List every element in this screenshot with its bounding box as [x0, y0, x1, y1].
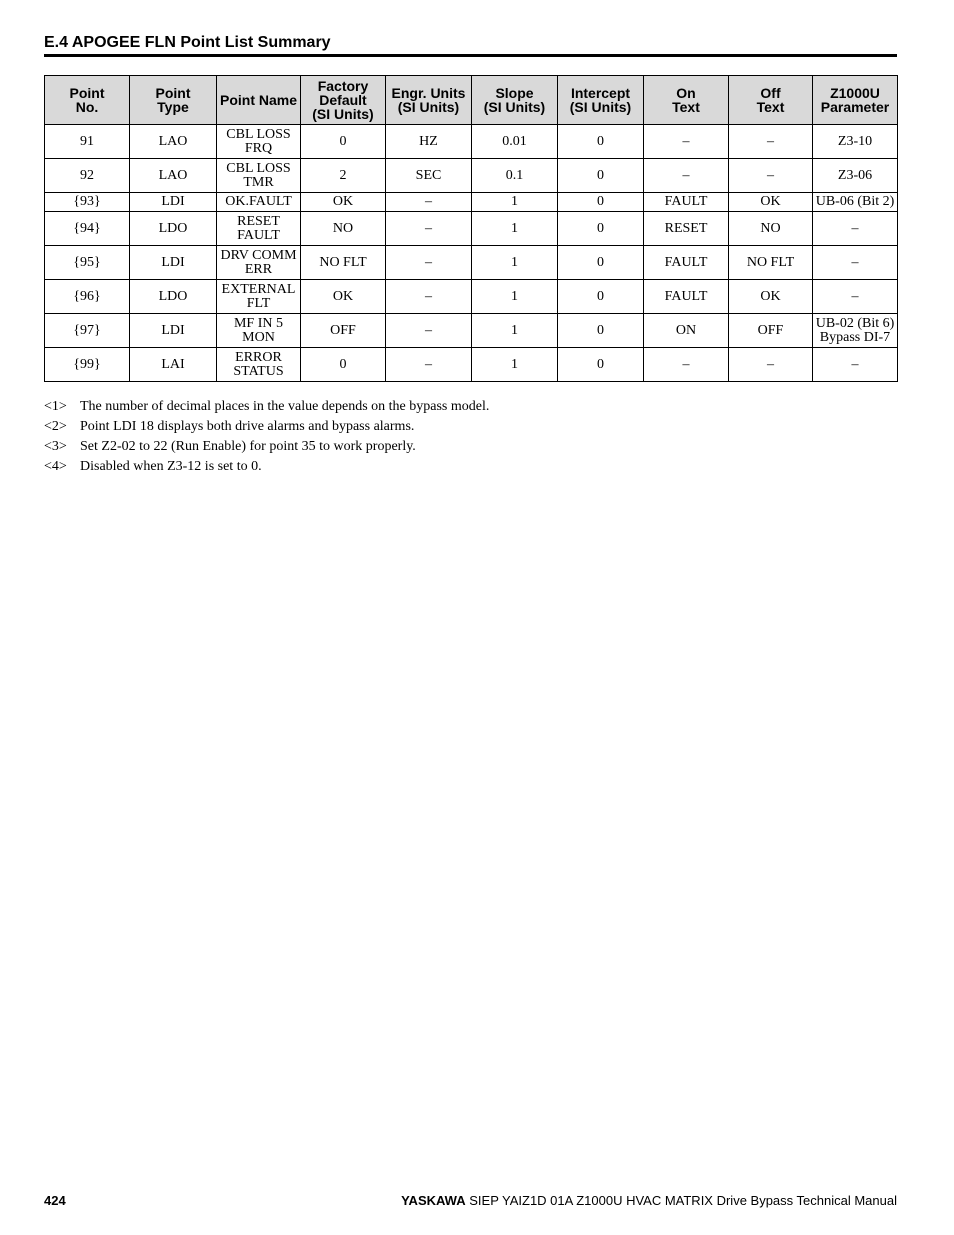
cell-parameter: UB-02 (Bit 6) Bypass DI-7: [813, 314, 898, 348]
cell-point-no: 92: [45, 159, 130, 193]
header-factory-default: Factory Default (SI Units): [301, 76, 386, 125]
footnote-mark: <2>: [44, 419, 67, 434]
cell-point-no: 91: [45, 125, 130, 159]
cell-off-text: OFF: [729, 314, 813, 348]
cell-slope: 1: [472, 348, 558, 382]
cell-on-text: –: [644, 159, 729, 193]
cell-on-text: –: [644, 348, 729, 382]
table-row: [45, 212, 898, 246]
cell-slope: 1: [472, 280, 558, 314]
footnote-text: The number of decimal places in the value depends on the bypass model.: [80, 399, 490, 414]
footnote-mark: <1>: [44, 399, 67, 414]
cell-point-name: DRV COMM ERR: [217, 246, 301, 280]
header-point-type: Point Type: [130, 76, 217, 125]
cell-point-type: LDI: [130, 193, 217, 212]
cell-factory-default: 0: [301, 125, 386, 159]
cell-point-type: LDO: [130, 212, 217, 246]
cell-intercept: 0: [558, 246, 644, 280]
header-point-name: Point Name: [217, 76, 301, 125]
cell-on-text: FAULT: [644, 280, 729, 314]
cell-factory-default: OFF: [301, 314, 386, 348]
cell-off-text: –: [729, 159, 813, 193]
cell-parameter: –: [813, 246, 898, 280]
footnote-item: [44, 437, 897, 457]
footnote-mark: <3>: [44, 439, 67, 454]
table-row: [45, 348, 898, 382]
cell-parameter: –: [813, 280, 898, 314]
cell-intercept: 0: [558, 314, 644, 348]
cell-engr-units: –: [386, 212, 472, 246]
cell-parameter: Z3-06: [813, 159, 898, 193]
table-row: [45, 159, 898, 193]
table-row: [45, 246, 898, 280]
cell-slope: 0.1: [472, 159, 558, 193]
cell-engr-units: –: [386, 280, 472, 314]
cell-engr-units: –: [386, 314, 472, 348]
footer-manual-name: SIEP YAIZ1D 01A Z1000U HVAC MATRIX Drive Bypass Technical Manual: [469, 1193, 897, 1208]
cell-point-type: LDI: [130, 314, 217, 348]
cell-intercept: 0: [558, 125, 644, 159]
footnotes: [44, 397, 897, 477]
table-header-row: [45, 76, 898, 125]
header-slope: Slope (SI Units): [472, 76, 558, 125]
cell-intercept: 0: [558, 212, 644, 246]
footnote-item: [44, 397, 897, 417]
cell-point-no: {96}: [45, 280, 130, 314]
cell-intercept: 0: [558, 193, 644, 212]
page-number: 424: [44, 1193, 66, 1208]
cell-on-text: ON: [644, 314, 729, 348]
point-list-table: [44, 75, 898, 382]
header-point-no: Point No.: [45, 76, 130, 125]
header-z1000u-parameter: Z1000U Parameter: [813, 76, 898, 125]
cell-point-type: LDO: [130, 280, 217, 314]
cell-on-text: FAULT: [644, 246, 729, 280]
cell-off-text: –: [729, 125, 813, 159]
footnote-item: [44, 417, 897, 437]
header-intercept: Intercept (SI Units): [558, 76, 644, 125]
cell-engr-units: –: [386, 348, 472, 382]
cell-factory-default: OK: [301, 193, 386, 212]
cell-point-name: CBL LOSS FRQ: [217, 125, 301, 159]
cell-point-no: {94}: [45, 212, 130, 246]
cell-slope: 0.01: [472, 125, 558, 159]
section-title: E.4 APOGEE FLN Point List Summary: [44, 33, 897, 57]
cell-point-type: LAO: [130, 125, 217, 159]
cell-point-name: MF IN 5 MON: [217, 314, 301, 348]
cell-point-name: CBL LOSS TMR: [217, 159, 301, 193]
cell-point-name: ERROR STATUS: [217, 348, 301, 382]
cell-intercept: 0: [558, 280, 644, 314]
cell-intercept: 0: [558, 348, 644, 382]
cell-off-text: OK: [729, 193, 813, 212]
cell-factory-default: 2: [301, 159, 386, 193]
footer-brand: YASKAWA: [401, 1193, 466, 1208]
header-on-text: On Text: [644, 76, 729, 125]
cell-point-no: {93}: [45, 193, 130, 212]
cell-parameter: –: [813, 348, 898, 382]
cell-engr-units: –: [386, 246, 472, 280]
cell-point-name: RESET FAULT: [217, 212, 301, 246]
cell-slope: 1: [472, 193, 558, 212]
cell-factory-default: 0: [301, 348, 386, 382]
cell-factory-default: NO: [301, 212, 386, 246]
cell-point-type: LAO: [130, 159, 217, 193]
table-row: [45, 280, 898, 314]
cell-factory-default: NO FLT: [301, 246, 386, 280]
cell-engr-units: –: [386, 193, 472, 212]
cell-point-no: {97}: [45, 314, 130, 348]
footnote-text: Point LDI 18 displays both drive alarms and bypass alarms.: [80, 419, 415, 434]
header-engr-units: Engr. Units (SI Units): [386, 76, 472, 125]
cell-slope: 1: [472, 314, 558, 348]
cell-slope: 1: [472, 246, 558, 280]
document-page: [44, 0, 897, 1235]
cell-slope: 1: [472, 212, 558, 246]
cell-off-text: –: [729, 348, 813, 382]
cell-on-text: –: [644, 125, 729, 159]
cell-point-no: {99}: [45, 348, 130, 382]
table-row: [45, 314, 898, 348]
cell-factory-default: OK: [301, 280, 386, 314]
cell-point-type: LAI: [130, 348, 217, 382]
cell-parameter: Z3-10: [813, 125, 898, 159]
footnote-text: Set Z2-02 to 22 (Run Enable) for point 35 to work properly.: [80, 439, 416, 454]
footer-manual-title: [401, 1193, 897, 1208]
cell-point-name: OK.FAULT: [217, 193, 301, 212]
cell-off-text: NO: [729, 212, 813, 246]
header-off-text: Off Text: [729, 76, 813, 125]
cell-engr-units: HZ: [386, 125, 472, 159]
cell-point-name: EXTERNAL FLT: [217, 280, 301, 314]
footnote-text: Disabled when Z3-12 is set to 0.: [80, 459, 262, 474]
cell-parameter: –: [813, 212, 898, 246]
footnote-mark: <4>: [44, 459, 67, 474]
cell-on-text: FAULT: [644, 193, 729, 212]
cell-point-no: {95}: [45, 246, 130, 280]
footnote-item: [44, 457, 897, 477]
table-row: [45, 193, 898, 212]
table-row: [45, 125, 898, 159]
cell-point-type: LDI: [130, 246, 217, 280]
cell-intercept: 0: [558, 159, 644, 193]
cell-off-text: OK: [729, 280, 813, 314]
cell-engr-units: SEC: [386, 159, 472, 193]
cell-parameter: UB-06 (Bit 2): [813, 193, 898, 212]
cell-off-text: NO FLT: [729, 246, 813, 280]
cell-on-text: RESET: [644, 212, 729, 246]
